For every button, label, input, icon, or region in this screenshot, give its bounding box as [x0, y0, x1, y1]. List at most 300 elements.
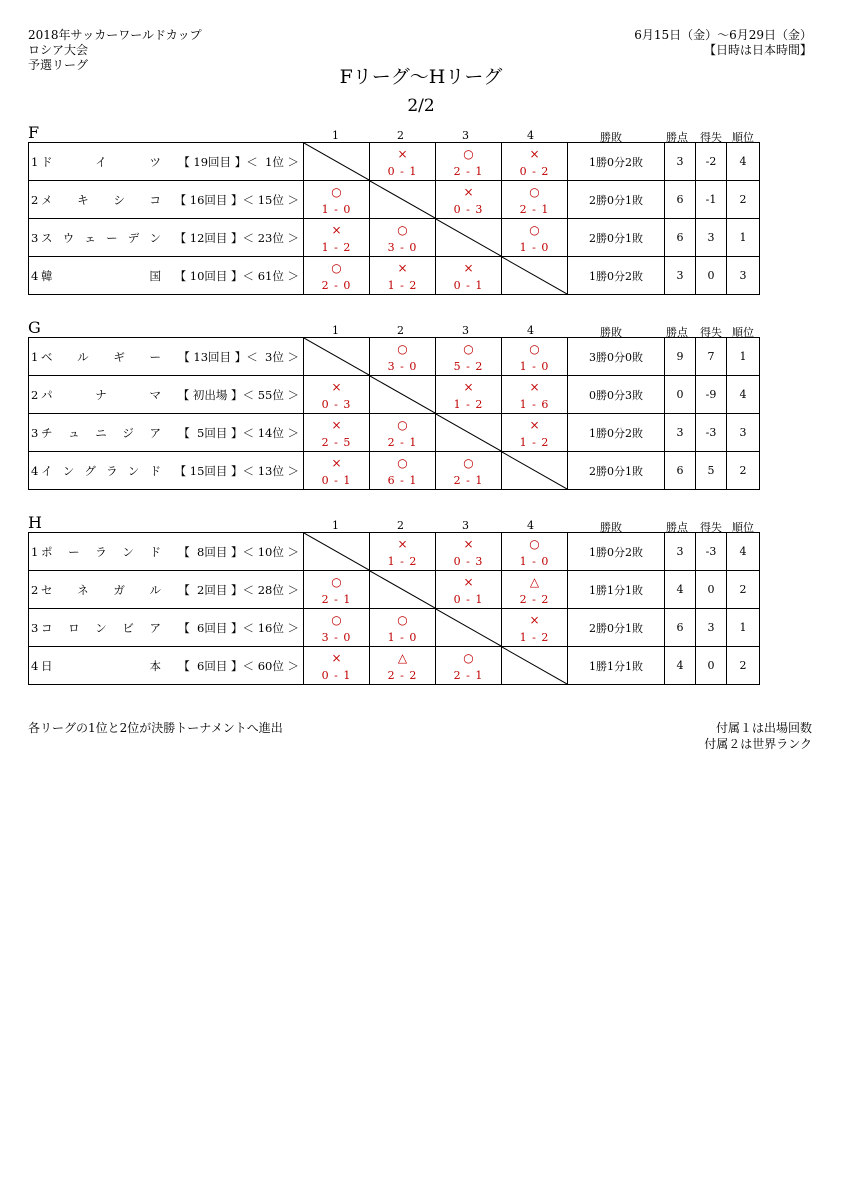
team-name-char: 韓 [41, 268, 53, 283]
result-mark: ○ [529, 536, 540, 551]
points: 0 [665, 376, 696, 414]
team-name-char: ラ [106, 463, 118, 478]
column-header: 4 [527, 519, 534, 532]
match-score: 2 - 1 [519, 202, 550, 216]
self-match-cell [436, 219, 502, 257]
team-cell [29, 647, 304, 685]
table-row [29, 338, 760, 376]
result-mark: × [331, 417, 342, 432]
group-label: G [28, 318, 41, 337]
result-mark: × [397, 536, 408, 551]
match-result-cell [304, 414, 370, 452]
result-mark: × [331, 455, 342, 470]
result-mark: × [463, 379, 474, 394]
table-row [29, 452, 760, 490]
match-result-cell [304, 181, 370, 219]
team-cell [29, 609, 304, 647]
team-number: 2 [31, 387, 39, 402]
match-result-cell [502, 338, 568, 376]
table-row [29, 571, 760, 609]
team-name-char: ロ [68, 620, 80, 635]
points: 3 [665, 533, 696, 571]
appearances: 【 15回目 】 [174, 463, 243, 478]
appearances: 【 6回目 】 [178, 658, 243, 673]
team-name-char: パ [41, 387, 53, 402]
team-name-char: ア [149, 425, 161, 440]
team-name [41, 230, 161, 246]
match-result-cell [436, 571, 502, 609]
column-header: 勝点 [666, 521, 688, 534]
match-result-cell [370, 257, 436, 295]
match-score: 1 - 0 [321, 202, 352, 216]
match-score: 1 - 2 [519, 630, 550, 644]
column-header: 勝敗 [600, 326, 622, 339]
world-rank: ＜ 13位 ＞ [242, 463, 299, 478]
result-mark: × [331, 650, 342, 665]
team-name-char: ネ [77, 582, 89, 597]
final-position: 2 [727, 452, 760, 490]
diagonal-line [304, 533, 369, 570]
diagonal-line [436, 414, 501, 451]
match-result-cell [436, 181, 502, 219]
team-name-char: 国 [149, 268, 161, 283]
match-score: 2 - 1 [321, 592, 352, 606]
team-name-char: ビ [122, 620, 134, 635]
world-rank: ＜ 1位 ＞ [246, 154, 299, 169]
footer-note-ranking: 付属２は世界ランク [704, 737, 812, 751]
team-name-char: グ [84, 463, 96, 478]
column-header: 得失 [700, 521, 722, 534]
result-mark: ○ [529, 184, 540, 199]
column-header: 順位 [732, 521, 754, 534]
result-mark: × [463, 536, 474, 551]
match-score: 0 - 3 [453, 202, 484, 216]
result-mark: × [463, 260, 474, 275]
result-mark: × [397, 146, 408, 161]
team-number: 2 [31, 192, 39, 207]
column-header: 勝敗 [600, 521, 622, 534]
team-number: 3 [31, 620, 39, 635]
match-score: 0 - 1 [387, 164, 418, 178]
match-score: 2 - 1 [453, 164, 484, 178]
standings-table [28, 337, 760, 490]
goal-difference: -2 [696, 143, 727, 181]
match-score: 3 - 0 [387, 240, 418, 254]
world-rank: ＜ 16位 ＞ [242, 620, 299, 635]
win-loss-record: 3勝0分0敗 [568, 338, 665, 376]
team-name [41, 387, 161, 403]
match-result-cell [304, 257, 370, 295]
match-result-cell [370, 143, 436, 181]
world-rank: ＜ 3位 ＞ [246, 349, 299, 364]
team-name-char: シ [113, 192, 125, 207]
self-match-cell [436, 609, 502, 647]
match-score: 1 - 0 [519, 359, 550, 373]
match-score: 2 - 2 [519, 592, 550, 606]
final-position: 2 [727, 647, 760, 685]
team-name-char: メ [41, 192, 53, 207]
column-header: 順位 [732, 131, 754, 144]
points: 3 [665, 257, 696, 295]
diagonal-line [370, 571, 435, 608]
match-score: 0 - 3 [321, 397, 352, 411]
appearances: 【 8回目 】 [178, 544, 243, 559]
match-score: 2 - 1 [453, 668, 484, 682]
match-score: 1 - 0 [519, 554, 550, 568]
table-row [29, 414, 760, 452]
match-result-cell [502, 181, 568, 219]
team-name [41, 658, 161, 674]
result-mark: ○ [463, 341, 474, 356]
diagonal-line [370, 376, 435, 413]
match-score: 0 - 3 [453, 554, 484, 568]
world-rank: ＜ 10位 ＞ [242, 544, 299, 559]
match-result-cell [304, 571, 370, 609]
result-mark: × [529, 146, 540, 161]
diagonal-line [502, 647, 567, 684]
result-mark: ○ [397, 612, 408, 627]
final-position: 1 [727, 609, 760, 647]
points: 3 [665, 414, 696, 452]
win-loss-record: 1勝0分2敗 [568, 257, 665, 295]
column-header: 3 [462, 324, 469, 337]
goal-difference: 3 [696, 219, 727, 257]
match-result-cell [436, 143, 502, 181]
table-row [29, 376, 760, 414]
team-number: 4 [31, 658, 39, 673]
team-name-char: 日 [41, 658, 53, 673]
win-loss-record: 2勝0分1敗 [568, 609, 665, 647]
appearances: 【 2回目 】 [178, 582, 243, 597]
column-header: 2 [397, 519, 404, 532]
team-number: 1 [31, 154, 39, 169]
team-name-char: デ [127, 230, 140, 245]
match-score: 1 - 2 [387, 554, 418, 568]
team-name-char: ュ [68, 425, 80, 440]
team-name-char: ド [41, 154, 53, 169]
team-name-char: ポ [41, 544, 53, 559]
team-name-char: 本 [149, 658, 161, 673]
final-position: 4 [727, 376, 760, 414]
points: 9 [665, 338, 696, 376]
points: 4 [665, 647, 696, 685]
standings-table [28, 532, 760, 685]
match-score: 0 - 1 [453, 278, 484, 292]
final-position: 1 [727, 219, 760, 257]
team-name-char: キ [77, 192, 89, 207]
diagonal-line [502, 452, 567, 489]
match-score: 1 - 2 [321, 240, 352, 254]
goal-difference: 0 [696, 257, 727, 295]
team-name [41, 349, 161, 365]
goal-difference: 3 [696, 609, 727, 647]
match-score: 0 - 2 [519, 164, 550, 178]
match-result-cell [370, 609, 436, 647]
match-result-cell [502, 571, 568, 609]
group-label: F [28, 123, 40, 142]
world-rank: ＜ 15位 ＞ [242, 192, 299, 207]
win-loss-record: 2勝0分1敗 [568, 452, 665, 490]
diagonal-line [304, 143, 369, 180]
header-stage: 予選リーグ [28, 58, 89, 72]
self-match-cell [502, 647, 568, 685]
team-name-char: ベ [41, 349, 53, 364]
column-header: 勝点 [666, 326, 688, 339]
win-loss-record: 1勝0分2敗 [568, 143, 665, 181]
team-cell [29, 414, 304, 452]
match-result-cell [436, 452, 502, 490]
result-mark: ○ [397, 222, 408, 237]
match-score: 3 - 0 [387, 359, 418, 373]
match-result-cell [370, 338, 436, 376]
team-name [41, 192, 161, 208]
points: 6 [665, 609, 696, 647]
final-position: 2 [727, 571, 760, 609]
diagonal-line [436, 609, 501, 646]
header-venue: ロシア大会 [28, 43, 89, 57]
page-number: 2/2 [407, 96, 435, 116]
team-name-char: ー [68, 544, 80, 559]
points: 6 [665, 219, 696, 257]
points: 3 [665, 143, 696, 181]
match-result-cell [502, 414, 568, 452]
appearances: 【 12回目 】 [174, 230, 243, 245]
team-number: 4 [31, 463, 39, 478]
self-match-cell [370, 181, 436, 219]
team-name-char: ナ [95, 387, 107, 402]
match-result-cell [436, 338, 502, 376]
match-score: 2 - 0 [321, 278, 352, 292]
match-score: 0 - 1 [453, 592, 484, 606]
team-name [41, 425, 161, 441]
column-header: 3 [462, 129, 469, 142]
team-number: 3 [31, 230, 39, 245]
column-header: 3 [462, 519, 469, 532]
group-label: H [28, 513, 42, 532]
result-mark: ○ [331, 612, 342, 627]
points: 4 [665, 571, 696, 609]
column-header: 4 [527, 129, 534, 142]
team-name-char: ド [149, 463, 161, 478]
match-result-cell [370, 452, 436, 490]
match-score: 5 - 2 [453, 359, 484, 373]
win-loss-record: 0勝0分3敗 [568, 376, 665, 414]
column-header: 1 [332, 519, 339, 532]
team-cell [29, 181, 304, 219]
match-result-cell [436, 257, 502, 295]
result-mark: ○ [331, 574, 342, 589]
self-match-cell [370, 571, 436, 609]
match-score: 1 - 2 [387, 278, 418, 292]
match-result-cell [436, 533, 502, 571]
match-score: 0 - 1 [321, 668, 352, 682]
match-score: 1 - 6 [519, 397, 550, 411]
win-loss-record: 2勝0分1敗 [568, 181, 665, 219]
diagonal-line [304, 338, 369, 375]
match-score: 0 - 1 [321, 473, 352, 487]
team-name-char: ル [149, 582, 161, 597]
column-header: 勝点 [666, 131, 688, 144]
result-mark: ○ [397, 417, 408, 432]
team-number: 1 [31, 349, 39, 364]
match-score: 1 - 0 [519, 240, 550, 254]
result-mark: ○ [397, 341, 408, 356]
match-score: 2 - 1 [387, 435, 418, 449]
team-name-char: イ [41, 463, 53, 478]
standings-table [28, 142, 760, 295]
result-mark: ○ [463, 455, 474, 470]
match-result-cell [502, 609, 568, 647]
team-name [41, 620, 161, 636]
win-loss-record: 1勝0分2敗 [568, 533, 665, 571]
self-match-cell [370, 376, 436, 414]
column-header: 4 [527, 324, 534, 337]
win-loss-record: 1勝1分1敗 [568, 571, 665, 609]
win-loss-record: 2勝0分1敗 [568, 219, 665, 257]
appearances: 【 19回目 】 [178, 154, 247, 169]
team-name-char: マ [149, 387, 161, 402]
team-name [41, 154, 161, 170]
team-name-char: ニ [95, 425, 107, 440]
team-name-char: コ [149, 192, 161, 207]
world-rank: ＜ 14位 ＞ [242, 425, 299, 440]
table-row [29, 181, 760, 219]
team-number: 2 [31, 582, 39, 597]
team-name [41, 544, 161, 560]
team-name-char: ジ [122, 425, 134, 440]
result-mark: ○ [331, 184, 342, 199]
team-name [41, 463, 161, 479]
team-name-char: ル [77, 349, 89, 364]
world-rank: ＜ 55位 ＞ [242, 387, 299, 402]
match-result-cell [370, 219, 436, 257]
appearances: 【 16回目 】 [174, 192, 243, 207]
result-mark: ○ [463, 650, 474, 665]
appearances: 【 13回目 】 [178, 349, 247, 364]
match-result-cell [370, 533, 436, 571]
match-score: 1 - 2 [453, 397, 484, 411]
team-name-char: ド [149, 544, 161, 559]
column-header: 2 [397, 324, 404, 337]
final-position: 3 [727, 414, 760, 452]
team-name [41, 582, 161, 598]
win-loss-record: 1勝0分2敗 [568, 414, 665, 452]
match-result-cell [502, 143, 568, 181]
page-title: Fリーグ～Hリーグ [339, 66, 503, 88]
final-position: 3 [727, 257, 760, 295]
match-result-cell [304, 452, 370, 490]
goal-difference: 0 [696, 571, 727, 609]
table-row [29, 219, 760, 257]
match-result-cell [502, 376, 568, 414]
world-rank: ＜ 23位 ＞ [242, 230, 299, 245]
world-rank: ＜ 60位 ＞ [242, 658, 299, 673]
result-mark: ○ [463, 146, 474, 161]
header-event: 2018年サッカーワールドカップ [28, 28, 202, 42]
match-result-cell [370, 414, 436, 452]
team-cell [29, 376, 304, 414]
diagonal-line [370, 181, 435, 218]
self-match-cell [304, 338, 370, 376]
team-name-char: ン [122, 544, 134, 559]
points: 6 [665, 181, 696, 219]
appearances: 【 5回目 】 [178, 425, 243, 440]
goal-difference: 7 [696, 338, 727, 376]
team-cell [29, 257, 304, 295]
team-number: 3 [31, 425, 39, 440]
match-result-cell [436, 647, 502, 685]
team-name-char: コ [41, 620, 53, 635]
win-loss-record: 1勝1分1敗 [568, 647, 665, 685]
match-result-cell [304, 609, 370, 647]
column-header: 1 [332, 324, 339, 337]
team-number: 4 [31, 268, 39, 283]
match-score: 3 - 0 [321, 630, 352, 644]
goal-difference: 0 [696, 647, 727, 685]
team-name-char: ー [106, 230, 118, 245]
match-result-cell [304, 219, 370, 257]
team-name-char: ー [149, 349, 161, 364]
final-position: 4 [727, 143, 760, 181]
match-score: 1 - 2 [519, 435, 550, 449]
result-mark: ○ [397, 455, 408, 470]
column-header: 順位 [732, 326, 754, 339]
team-name-char: ウ [62, 230, 75, 245]
team-cell [29, 452, 304, 490]
goal-difference: 5 [696, 452, 727, 490]
world-rank: ＜ 61位 ＞ [242, 268, 299, 283]
team-name-char: ツ [149, 154, 161, 169]
column-header: 得失 [700, 131, 722, 144]
match-score: 2 - 2 [387, 668, 418, 682]
footer-note-appearances: 付属１は出場回数 [715, 721, 812, 735]
team-name-char: ギ [113, 349, 125, 364]
table-row [29, 533, 760, 571]
result-mark: × [529, 612, 540, 627]
column-header: 勝敗 [600, 131, 622, 144]
self-match-cell [436, 414, 502, 452]
final-position: 4 [727, 533, 760, 571]
header-dates: 6月15日（金）～6月29日（金） [634, 28, 812, 42]
footer-advance-note: 各リーグの1位と2位が決勝トーナメントへ進出 [28, 721, 283, 735]
self-match-cell [304, 533, 370, 571]
column-header: 得失 [700, 326, 722, 339]
match-result-cell [502, 533, 568, 571]
match-result-cell [304, 376, 370, 414]
final-position: 2 [727, 181, 760, 219]
result-mark: △ [529, 574, 540, 589]
goal-difference: -1 [696, 181, 727, 219]
team-name-char: ン [127, 463, 140, 478]
self-match-cell [502, 257, 568, 295]
result-mark: × [529, 379, 540, 394]
team-name-char: ラ [95, 544, 107, 559]
world-rank: ＜ 28位 ＞ [242, 582, 299, 597]
team-number: 1 [31, 544, 39, 559]
result-mark: × [331, 379, 342, 394]
result-mark: △ [397, 650, 408, 665]
goal-difference: -3 [696, 414, 727, 452]
table-row [29, 143, 760, 181]
table-row [29, 609, 760, 647]
team-cell [29, 571, 304, 609]
team-cell [29, 533, 304, 571]
team-name-char: セ [41, 582, 53, 597]
header-timezone-note: 【日時は日本時間】 [703, 43, 812, 57]
result-mark: ○ [529, 222, 540, 237]
match-result-cell [370, 647, 436, 685]
team-name-char: ン [149, 230, 161, 245]
